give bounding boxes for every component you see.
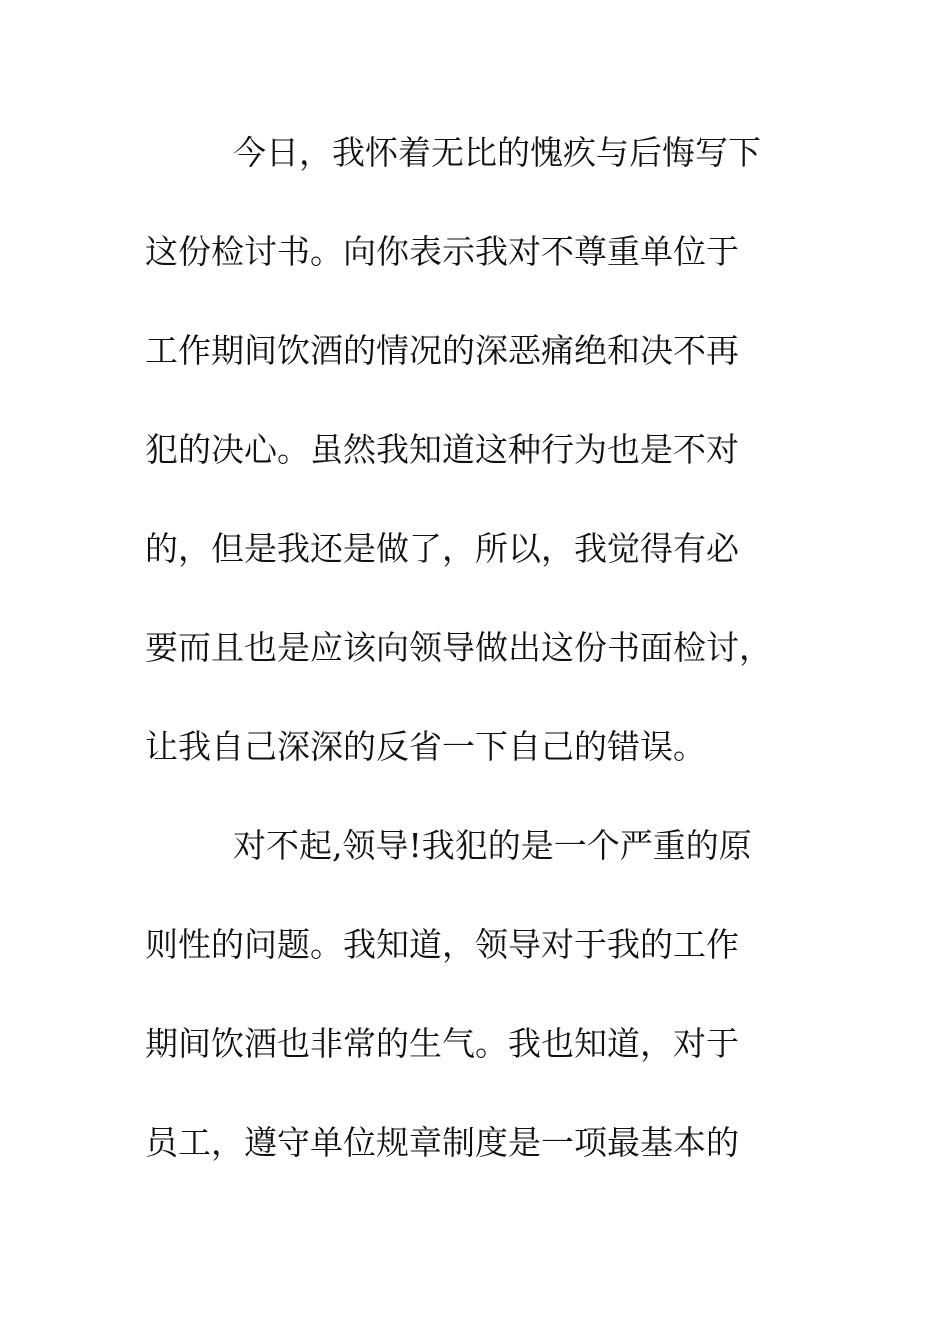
text-line: 员工，遵守单位规章制度是一项最基本的 xyxy=(145,1123,739,1162)
text-line: 期间饮酒也非常的生气。我也知道，对于 xyxy=(145,1024,739,1063)
text-line: 今日，我怀着无比的愧疚与后悔写下 xyxy=(233,133,761,172)
text-line: 工作期间饮酒的情况的深恶痛绝和决不再 xyxy=(145,331,739,370)
document-body xyxy=(145,118,805,1207)
text-line: 则性的问题。我知道，领导对于我的工作 xyxy=(145,925,739,964)
text-line: 这份检讨书。向你表示我对不尊重单位于 xyxy=(145,232,739,271)
paragraph-2 xyxy=(145,811,805,1207)
text-line: 犯的决心。虽然我知道这种行为也是不对 xyxy=(145,430,739,469)
text-line: 对不起,领导!我犯的是一个严重的原 xyxy=(233,826,752,865)
paragraph-1 xyxy=(145,118,805,811)
text-line: 的，但是我还是做了，所以，我觉得有必 xyxy=(145,529,739,568)
text-line: 让我自己深深的反省一下自己的错误。 xyxy=(145,727,706,766)
text-line: 要而且也是应该向领导做出这份书面检讨， xyxy=(145,628,772,667)
